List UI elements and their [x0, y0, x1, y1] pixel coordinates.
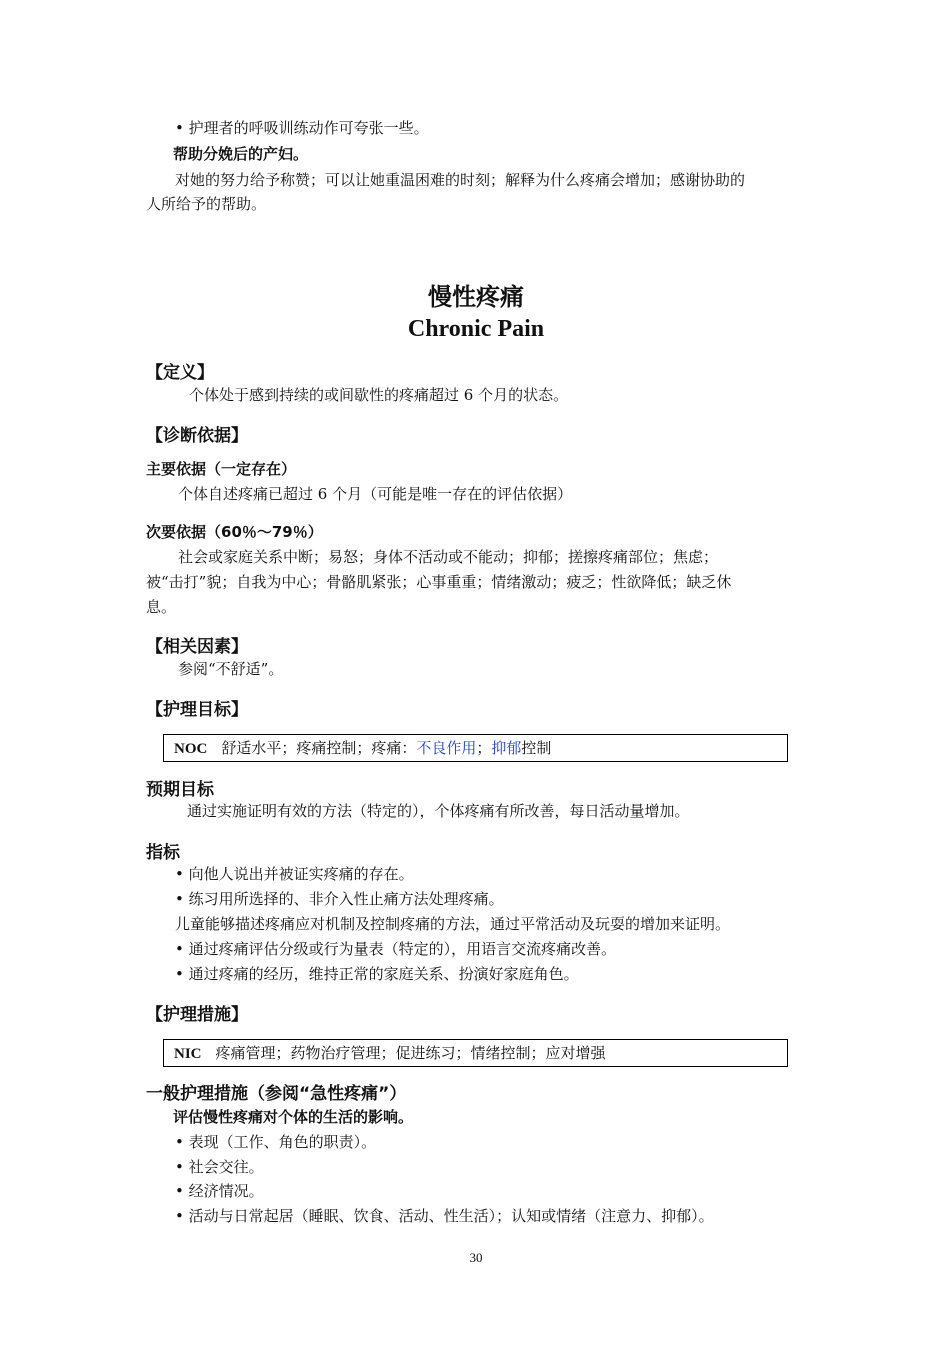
page-title-english: Chronic Pain	[407, 316, 545, 342]
noc-box	[163, 734, 788, 762]
related-factors-heading: 【相关因素】	[146, 637, 248, 657]
indicator-item: • 向他人说出并被证实疼痛的存在。	[175, 865, 414, 883]
nursing-measures-heading: 【护理措施】	[146, 1005, 248, 1025]
nic-tag: NIC	[174, 1046, 202, 1062]
measure-item: • 经济情况。	[175, 1182, 264, 1200]
assess-heading: 评估慢性疼痛对个体的生活的影响。	[173, 1108, 414, 1126]
measure-item: • 活动与日常起居（睡眠、饮食、活动、性生活）；认知或情绪（注意力、抑郁）。	[175, 1207, 714, 1225]
noc-text-c: ；	[476, 739, 492, 757]
nic-text: 疼痛管理；药物治疗管理；促进练习；情绪控制；应对增强	[215, 1044, 606, 1062]
minor-criteria-line2: 被“击打”貌；自我为中心；骨骼肌紧张；心事重重；情绪激动；疲乏；性欲降低；缺乏休	[146, 573, 732, 591]
diagnosis-heading: 【诊断依据】	[146, 426, 248, 446]
indicator-item: 儿童能够描述疼痛应对机制及控制疼痛的方法，通过平常活动及玩耍的增加来证明。	[175, 915, 731, 933]
page-number: 30	[469, 1250, 483, 1265]
minor-criteria-line1: 社会或家庭关系中断；易怒；身体不活动或不能动；抑郁；搓擦疼痛部位；焦虑；	[178, 548, 719, 566]
noc-text-b: 不良作用	[416, 739, 477, 757]
nursing-goals-heading: 【护理目标】	[146, 700, 248, 720]
noc-text-d: 抑郁	[491, 739, 522, 757]
nic-box	[163, 1039, 788, 1067]
page-title-chinese: 慢性疼痛	[428, 283, 524, 311]
definition-heading: 【定义】	[146, 363, 214, 383]
measure-item: • 表现（工作、角色的职责）。	[175, 1133, 377, 1151]
major-criteria-heading: 主要依据（一定存在）	[146, 460, 297, 478]
minor-criteria-heading: 次要依据（60％～79％）	[146, 523, 323, 541]
general-measures-heading: 一般护理措施（参阅“急性疼痛”）	[146, 1084, 407, 1104]
noc-tag: NOC	[174, 741, 208, 757]
expected-goal-text: 通过实施证明有效的方法（特定的），个体疼痛有所改善，每日活动量增加。	[187, 802, 690, 820]
postpartum-text-line1: 对她的努力给予称赞；可以让她重温困难的时刻；解释为什么疼痛会增加；感谢协助的	[175, 171, 746, 189]
postpartum-heading: 帮助分娩后的产妇。	[173, 145, 309, 163]
major-criteria-text: 个体自述疼痛已超过 6 个月（可能是唯一存在的评估依据）	[178, 485, 573, 503]
bullet-breathing: • 护理者的呼吸训练动作可夸张一些。	[175, 119, 429, 137]
postpartum-text-line2: 人所给予的帮助。	[146, 195, 267, 213]
noc-text-e: 控制	[521, 739, 552, 757]
indicator-item: • 通过疼痛的经历，维持正常的家庭关系、扮演好家庭角色。	[175, 965, 579, 983]
indicator-item: • 通过疼痛评估分级或行为量表（特定的），用语言交流疼痛改善。	[175, 940, 617, 958]
measure-item: • 社会交往。	[175, 1158, 264, 1176]
noc-text-a: 舒适水平；疼痛控制；疼痛：	[221, 739, 417, 757]
minor-criteria-line3: 息。	[146, 598, 177, 616]
related-factors-text: 参阅“不舒适”。	[178, 660, 284, 678]
indicators-heading: 指标	[146, 843, 180, 863]
definition-text: 个体处于感到持续的或间歇性的疼痛超过 6 个月的状态。	[189, 386, 569, 404]
indicator-item: • 练习用所选择的、非介入性止痛方法处理疼痛。	[175, 890, 504, 908]
expected-goal-heading: 预期目标	[146, 780, 214, 800]
